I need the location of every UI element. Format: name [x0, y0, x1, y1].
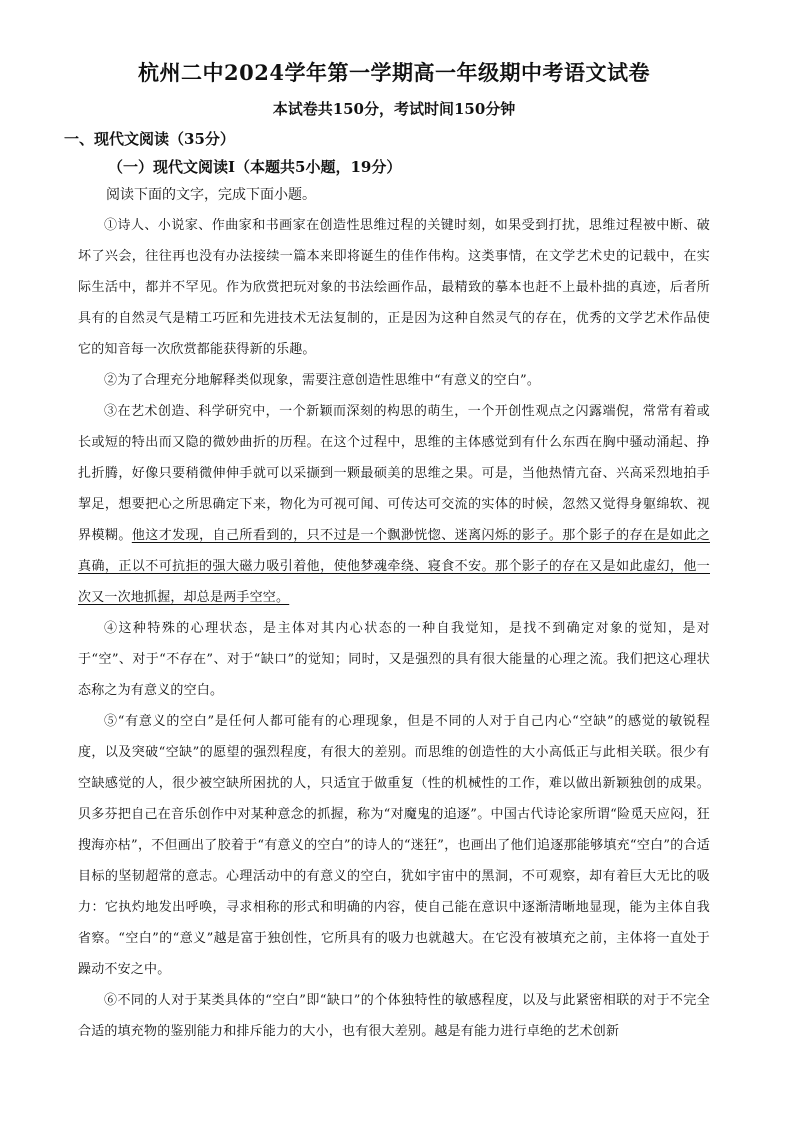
- paragraph-2: ②为了合理充分地解释类似现象，需要注意创造性思维中“有意义的空白”。: [104, 373, 541, 388]
- exam-subtitle: 本试卷共150分，考试时间150分钟: [272, 100, 516, 118]
- reading-instruction: 阅读下面的文字，完成下面小题。: [106, 187, 316, 203]
- paragraph-4: ④这种特殊的心理状态，是主体对其内心状态的一种自我觉知，是找不到确定对象的觉知，是对于“空”、对于“不存在”、对于“缺口”的觉知；同时，又是强烈的具有很大能量的心理之流。我们把这心理状态称之为有意义的空白。: [78, 621, 710, 698]
- paragraph-5: ⑤“有意义的空白”是任何人都可能有的心理现象，但是不同的人对于自己内心“空缺”的感觉的敏锐程度，以及突破“空缺”的愿望的强烈程度，有很大的差别。而思维的创造性的大小高低正与此相关联。很少有空缺感觉的人，很少被空缺所困扰的人，只适宜于做重复（性的机械性的工作，难以做出新颖独创的成果。贝多芬把自己在音乐创作中对某种意念的抓握，称为“对魔鬼的追逐”。中国古代诗论家所谓“险觅天应闷，狂搜海亦枯”，不但画出了胶着于“有意义的空白”的诗人的“迷狂”，也画出了他们追逐那能够填充“空白”的合适目标的坚韧超常的意志。心理活动中的有意义的空白，犹如宇宙中的黑洞，不可观察，却有着巨大无比的吸力：它执灼地发出呼唤，寻求相称的形式和明确的内容，使自己能在意识中逐渐清晰地显现，能为主体自我省察。“空白”的“意义”越是富于独创性，它所具有的吸力也就越大。在它没有被填充之前，主体将一直处于躁动不安之中。: [78, 714, 710, 977]
- paragraph-6: ⑥不同的人对于某类具体的“空白”即“缺口”的个体独特性的敏感程度，以及与此紧密相联的对于不完全合适的填充物的鉴别能力和排斥能力的大小，也有很大差别。越是有能力进行卓绝的艺术创新: [78, 993, 710, 1039]
- paragraph-3: [78, 396, 710, 613]
- paragraph-1: ①诗人、小说家、作曲家和书画家在创造性思维过程的关键时刻，如果受到打扰，思维过程被中断、破坏了兴会，往往再也没有办法接续一篇本来即将诞生的佳作伟构。这类事情，在文学艺术史的记载中，在实际生活中，都并不罕见。作为欣赏把玩对象的书法绘画作品，最精致的摹本也赶不上最朴拙的真迹，后者所具有的自然灵气是精工巧匠和先进技术无法复制的，正是因为这种自然灵气的存在，优秀的文学艺术作品使它的知音每一次欣赏都能获得新的乐趣。: [78, 218, 710, 357]
- section-heading: 一、现代文阅读（35分）: [64, 130, 235, 148]
- exam-title: 杭州二中2024学年第一学期高一年级期中考语文试卷: [138, 60, 650, 85]
- underlined-passage: 他这才发现，自己所看到的，只不过是一个飘渺恍惚、迷离闪烁的影子。那个影子的存在是如此之真确，正以不可抗拒的强大磁力吸引着他，使他梦魂牵绕、寝食不安。那个影子的存在又是如此虚幻，他一次又一次地抓握，却总是两手空空。: [78, 528, 710, 605]
- subsection-heading: （一）现代文阅读Ⅰ（本题共5小题，19分）: [108, 158, 402, 176]
- paragraph-3-text: ③在艺术创造、科学研究中，一个新颖而深刻的构思的萌生，一个开创性观点之闪露端倪，常常有着或长或短的特出而又隐的微妙曲折的历程。在这个过程中，思维的主体感觉到有什么东西在胸中骚动涌起、挣扎折腾，好像只要稍微伸伸手就可以采撷到一颗最硕美的思维之果。可是，当他热情亢奋、兴高采烈地拍手挈足，想要把心之所思确定下来，物化为可视可闻、可传达可交流的实体的时候，忽然又觉得身躯绵软、视界模糊。: [78, 404, 710, 543]
